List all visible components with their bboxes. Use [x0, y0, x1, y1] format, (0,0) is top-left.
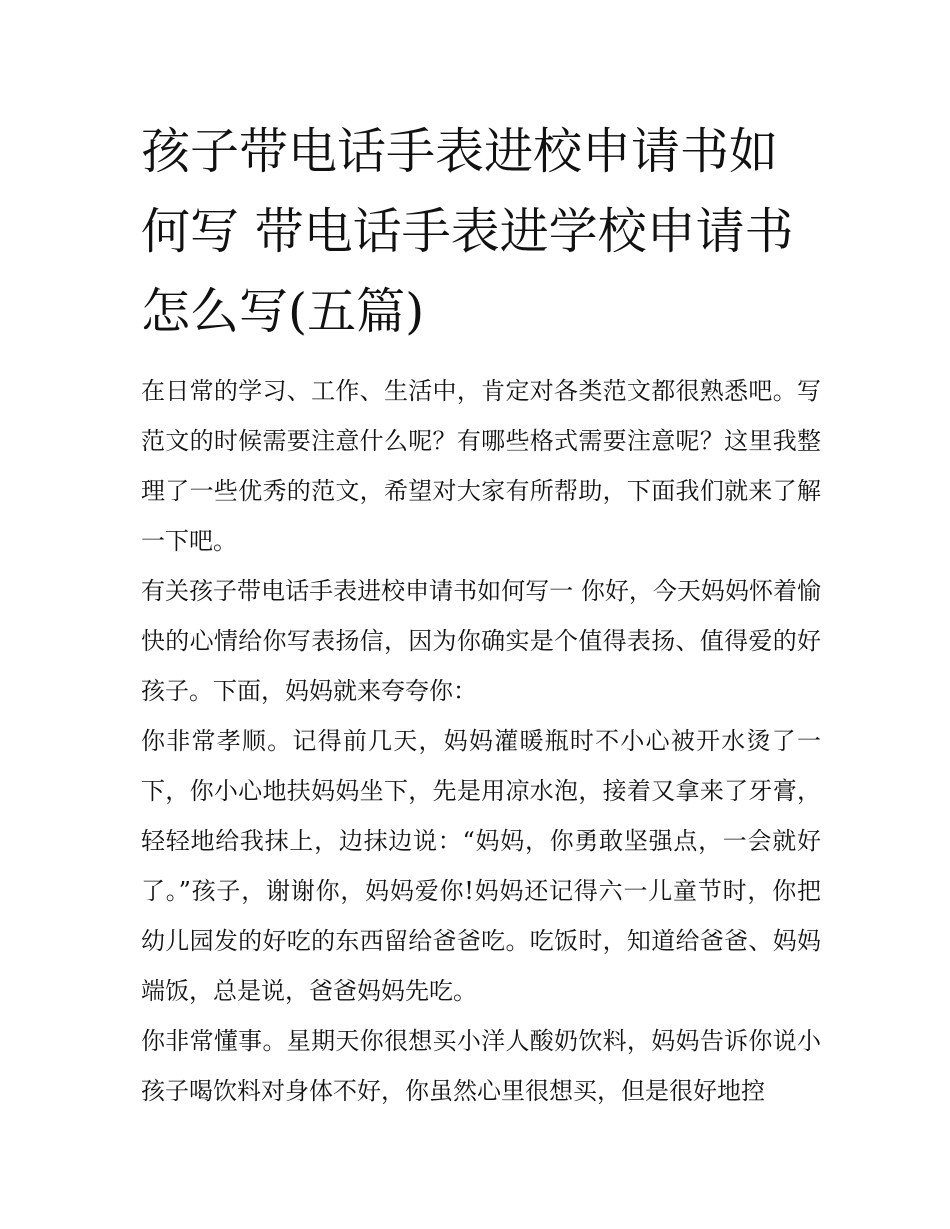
document-body	[141, 112, 821, 1116]
paragraph-intro: 在日常的学习、工作、生活中，肯定对各类范文都很熟悉吧。写范文的时候需要注意什么呢？有哪些格式需要注意呢？这里我整理了一些优秀的范文，希望对大家有所帮助，下面我们就来了解一下吧。	[141, 377, 821, 555]
paragraph-filial: 你非常孝顺。记得前几天，妈妈灌暖瓶时不小心被开水烫了一下，你小心地扶妈妈坐下，先是用凉水泡，接着又拿来了牙膏，轻轻地给我抹上，边抹边说：“妈妈，你勇敢坚强点，一会就好了。”孩子，谢谢你，妈妈爱你!妈妈还记得六一儿童节时，你把幼儿园发的好吃的东西留给爸爸吃。吃饭时，知道给爸爸、妈妈端饭，总是说，爸爸妈妈先吃。	[141, 727, 821, 1005]
paragraph-sensible: 你非常懂事。星期天你很想买小洋人酸奶饮料，妈妈告诉你说小孩子喝饮料对身体不好，你虽然心里很想买，但是很好地控	[141, 1027, 821, 1105]
paragraph-letter-opening: 有关孩子带电话手表进校申请书如何写一 你好，今天妈妈怀着愉快的心情给你写表扬信，因为你确实是个值得表扬、值得爱的好孩子。下面，妈妈就来夸夸你：	[141, 577, 821, 705]
document-title: 孩子带电话手表进校申请书如何写 带电话手表进学校申请书怎么写(五篇)	[141, 123, 794, 340]
